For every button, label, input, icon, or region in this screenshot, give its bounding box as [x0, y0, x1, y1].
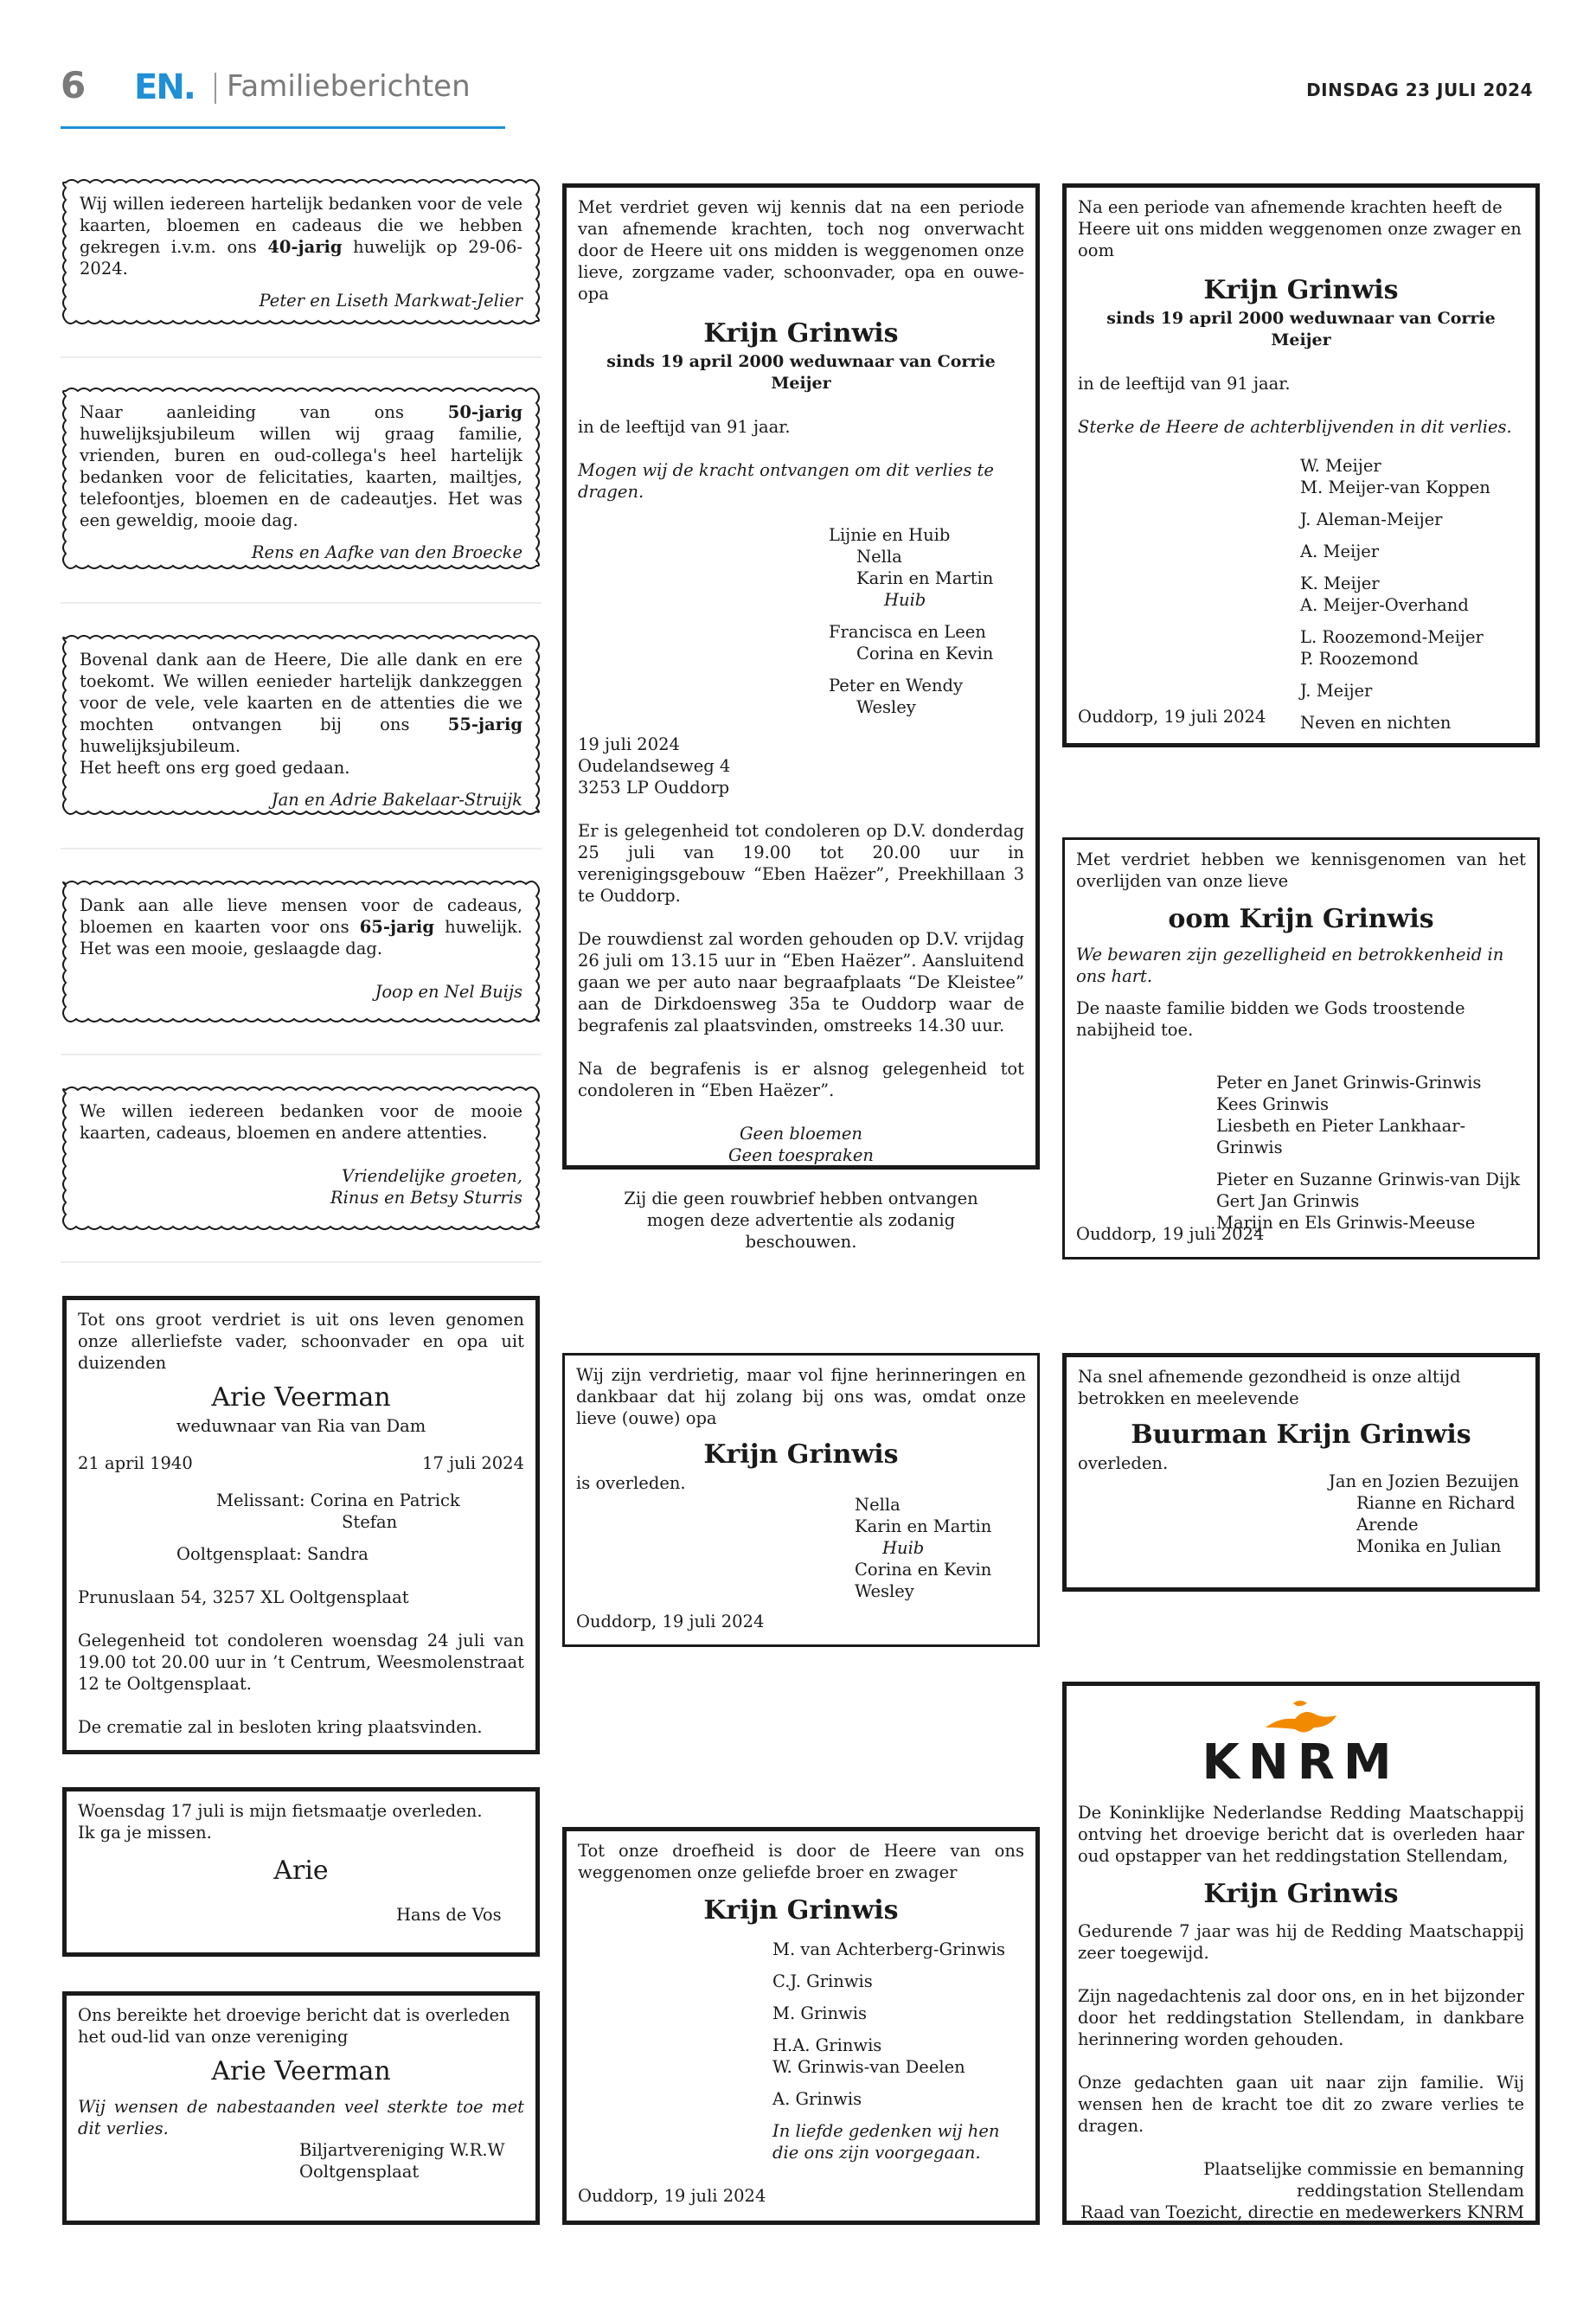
death-statement: overleden.: [1078, 1453, 1169, 1473]
relative-name: K. Meijer: [1300, 574, 1380, 593]
family-list: [78, 1490, 524, 1533]
family-list: [578, 524, 1024, 718]
relatives-list: [1076, 1072, 1526, 1234]
family-name: Wesley: [856, 697, 916, 717]
relative-name: M. van Achterberg-Grinwis: [772, 1939, 1006, 1959]
page-header: [0, 0, 1596, 138]
relative-name: Peter en Janet Grinwis-Grinwis: [1216, 1073, 1482, 1093]
no-flowers: Geen bloemen: [739, 1124, 862, 1144]
neighbor-name: Rianne en Richard: [1356, 1493, 1516, 1513]
death-notice-siblings: [562, 1827, 1040, 2225]
relative-name: P. Roozemond: [1300, 649, 1419, 669]
deceased-age: in de leeftijd van 91 jaar.: [578, 417, 791, 437]
no-speeches: Geen toespraken: [728, 1145, 874, 1165]
neighbor-name: Monika en Julian: [1356, 1536, 1502, 1556]
notice-quote: We bewaren zijn gezelligheid en betrokkenheid in ons hart.: [1076, 945, 1504, 986]
thanks-notice-2: [62, 388, 540, 569]
deceased-name: Krijn Grinwis: [1203, 275, 1399, 305]
family-name: Stefan: [342, 1512, 398, 1532]
notice-intro: Na snel afnemende gezondheid is onze altijd betrokken en meelevende: [1078, 1367, 1461, 1408]
thanks-text: We willen iedereen bedanken voor de mooie kaarten, cadeaus, bloemen en andere attenties.: [80, 1101, 522, 1143]
thanks-signature: Jan en Adrie Bakelaar-Struijk: [271, 790, 522, 810]
notice-intro: Na een periode van afnemende krachten heeft de Heere uit ons midden weggenomen onze zwager en oom: [1078, 197, 1522, 260]
condolence-info: Er is gelegenheid tot condoleren op D.V. donderdag 25 juli van 19.00 tot 20.00 uur in verenigingsgebouw “Eben Haëzer”, Preekhillaan 3 te Ouddorp.: [578, 821, 1024, 906]
section-title: Familieberichten: [227, 69, 471, 104]
thanks-notice-5: [62, 1086, 540, 1230]
deceased-name: Arie Veerman: [211, 2056, 391, 2086]
divider: [61, 848, 542, 849]
death-notice-grandchildren: [562, 1353, 1040, 1647]
thanks-notice-4: [62, 881, 540, 1022]
notice-place-date: Ouddorp, 19 juli 2024: [1078, 707, 1266, 727]
deceased-age: in de leeftijd van 91 jaar.: [1078, 374, 1291, 394]
divider: [61, 356, 542, 358]
notice-place-date: Ouddorp, 19 juli 2024: [576, 1612, 765, 1631]
notice-intro: Met verdriet hebben we kennisgenomen van het overlijden van onze lieve: [1076, 849, 1526, 891]
relative-name: M. Grinwis: [772, 2003, 867, 2023]
relative-name: Corina en Kevin: [855, 1560, 992, 1580]
thanks-signature: Peter en Liseth Markwat-Jelier: [259, 291, 522, 311]
relative-name: L. Roozemond-Meijer: [1300, 627, 1484, 647]
notice-intro: Tot ons groot verdriet is uit ons leven genomen onze allerliefste vader, schoonvader en opa uit duizenden: [78, 1310, 524, 1373]
signature-line-3: Raad van Toezicht, directie en medewerkers KNRM: [1080, 2202, 1524, 2222]
notice-disclaimer: Zij die geen rouwbrief hebben ontvangen mogen deze advertentie als zodanig beschouwen.: [624, 1189, 978, 1252]
signature-line-1: Plaatselijke commissie en bemanning: [1203, 2159, 1524, 2179]
siblings-list: [578, 1939, 1024, 2163]
thanks-text-2: Het heeft ons erg goed gedaan.: [80, 758, 350, 778]
relative-name: Kees Grinwis: [1216, 1094, 1329, 1114]
relative-name: J. Meijer: [1300, 681, 1373, 701]
header-divider: [215, 73, 216, 104]
death-notice-veerman: [62, 1296, 540, 1754]
relative-name: Neven en nichten: [1300, 713, 1452, 733]
grandchildren-list: [576, 1494, 1026, 1602]
relative-name: W. Meijer: [1300, 456, 1381, 476]
relative-name: Nella: [855, 1495, 901, 1515]
thanks-signature: Vriendelijke groeten,: [341, 1166, 522, 1186]
notice-address: Oudelandseweg 4: [578, 756, 731, 776]
notice-quote: Mogen wij de kracht ontvangen om dit verlies te dragen.: [578, 460, 994, 502]
relative-name: A. Meijer: [1300, 542, 1380, 561]
notice-paragraph-3: Onze gedachten gaan uit naar zijn familie. Wij wensen hen de kracht toe dit zo zware verlies te dragen.: [1078, 2073, 1524, 2136]
deceased-subtitle: weduwnaar van Ria van Dam: [176, 1416, 426, 1436]
thanks-text: Dank aan alle lieve mensen voor de cadeaus, bloemen en kaarten voor ons 65-jarig huwelijk. Het was een mooie, geslaagde dag.: [80, 895, 522, 958]
brand-logo: EN.: [134, 67, 195, 107]
thanks-notice-1: [62, 179, 540, 324]
family-name: Francisca en Leen: [829, 622, 986, 642]
notice-paragraph-1: Gedurende 7 jaar was hij de Redding Maatschappij zeer toegewijd.: [1078, 1921, 1524, 1963]
page-number: 6: [61, 64, 87, 106]
divider: [61, 1054, 542, 1055]
cremation-info: De crematie zal in besloten kring plaatsvinden.: [78, 1717, 483, 1737]
notice-text: De naaste familie bidden we Gods troostende nabijheid toe.: [1076, 998, 1465, 1040]
relative-name: A. Meijer-Overhand: [1300, 595, 1469, 615]
relative-name: Marijn en Els Grinwis-Meeuse: [1216, 1213, 1476, 1233]
relative-name: W. Grinwis-van Deelen: [772, 2057, 965, 2077]
notice-quote: In liefde gedenken wij hen die ons zijn voorgegaan.: [772, 2121, 1000, 2163]
life-dates: [78, 1452, 524, 1474]
family-name: Melissant: Corina en Patrick: [216, 1490, 460, 1510]
thanks-notice-3: [62, 635, 540, 815]
divider: [61, 1261, 542, 1263]
notice-date: 19 juli 2024: [578, 734, 680, 754]
relative-name: J. Aleman-Meijer: [1300, 510, 1443, 529]
after-funeral-info: Na de begrafenis is er alsnog gelegenheid tot condoleren in “Eben Haëzer”.: [578, 1059, 1024, 1100]
deceased-subtitle: sinds 19 april 2000 weduwnaar van Corrie Meijer: [606, 352, 996, 393]
thanks-signature-2: Rinus en Betsy Sturris: [330, 1188, 522, 1208]
notice-place-date: Ouddorp, 19 juli 2024: [578, 2186, 766, 2206]
header-underline: [61, 126, 505, 129]
deceased-name: Arie: [273, 1856, 329, 1886]
family-name: Corina en Kevin: [856, 644, 994, 663]
thanks-text: Naar aanleiding van ons 50-jarig huwelijksjubileum willen wij graag familie, vrienden, buren en oud-collega's heel hartelijk bedanken voor de felicitaties, kaarten, mailtjes, telefoontjes, bloemen en de cadeautjes. Het was een geweldig, mooie dag.: [80, 402, 522, 530]
notice-paragraph-2: Zijn nagedachtenis zal door ons, en in het bijzonder door het reddingstation Stellendam, in dankbare herinnering worden gehouden.: [1078, 1986, 1524, 2049]
thanks-text: Bovenal dank aan de Heere, Die alle dank en ere toekomt. We willen eenieder hartelijk dankzeggen voor de vele, vele kaarten en de attenties die we mochten ontvangen bij ons 55-jarig huwelijksjubileum.: [80, 650, 522, 756]
family-name: Peter en Wendy: [829, 676, 964, 695]
deceased-name: Krijn Grinwis: [703, 1895, 899, 1926]
death-notice-nephews: [1062, 837, 1540, 1259]
relative-name: Liesbeth en Pieter Lankhaar-Grinwis: [1216, 1116, 1466, 1157]
issue-date: DINSDAG 23 JULI 2024: [1306, 80, 1533, 100]
neighbor-name: Arende: [1356, 1515, 1419, 1535]
notice-intro: Met verdriet geven wij kennis dat na een periode van afnemende krachten, toch nog onverwacht door de Heere uit ons midden is weggenomen onze lieve, zorgzame vader, schoonvader, opa en ouwe-opa: [578, 197, 1024, 304]
thanks-text: Wij willen iedereen hartelijk bedanken voor de vele kaarten, bloemen en cadeaus die we hebben gekregen i.v.m. ons 40-jarig huwelijk op 29-06-2024.: [80, 194, 522, 279]
death-notice-billiards-club: [62, 1991, 540, 2225]
deceased-name: Arie Veerman: [211, 1382, 391, 1413]
family-name: Ooltgensplaat: Sandra: [176, 1544, 369, 1564]
thanks-signature: Rens en Aafke van den Broecke: [251, 542, 522, 562]
notice-intro: Wij zijn verdrietig, maar vol fijne herinneringen en dankbaar dat hij zolang bij ons was, omdat onze lieve (ouwe) opa: [576, 1365, 1026, 1428]
relatives-list: [1078, 455, 1524, 734]
death-notice-knrm: [1062, 1682, 1540, 2225]
relative-name: Gert Jan Grinwis: [1216, 1191, 1360, 1211]
family-name: Nella: [856, 547, 902, 567]
deceased-name: Krijn Grinwis: [703, 318, 899, 349]
notice-address: Prunuslaan 54, 3257 XL Ooltgensplaat: [78, 1587, 409, 1607]
birth-date: 21 april 1940: [78, 1453, 193, 1473]
deceased-name: Buurman Krijn Grinwis: [1131, 1420, 1471, 1450]
notice-intro: Ons bereikte het droevige bericht dat is overleden het oud-lid van onze vereniging: [78, 2005, 510, 2047]
family-name: Lijnie en Huib: [829, 525, 951, 545]
death-date: 17 juli 2024: [422, 1453, 524, 1473]
neighbor-name: Jan en Jozien Bezuijen: [1329, 1471, 1519, 1491]
relative-name: Wesley: [855, 1581, 914, 1601]
relative-name: H.A. Grinwis: [772, 2035, 882, 2055]
signature-line-2: reddingstation Stellendam: [1296, 2181, 1524, 2201]
notice-intro-2: Ik ga je missen.: [78, 1823, 212, 1843]
death-notice-inlaws: [1062, 183, 1540, 747]
relative-name: Huib: [882, 1538, 925, 1558]
club-name: Biljartvereniging W.R.W: [299, 2140, 505, 2160]
notice-quote: Wij wensen de nabestaanden veel sterkte toe met dit verlies.: [78, 2097, 524, 2138]
thanks-signature: Joop en Nel Buijs: [375, 982, 522, 1002]
death-statement: is overleden.: [576, 1473, 686, 1493]
notice-intro: Tot onze droefheid is door de Heere van ons weggenomen onze geliefde broer en zwager: [578, 1841, 1024, 1882]
death-notice-family: [562, 183, 1040, 1252]
death-notice-cycling-friend: [62, 1787, 540, 1957]
club-signature: [78, 2139, 524, 2182]
notice-signature: Hans de Vos: [396, 1905, 502, 1925]
notice-intro: Woensdag 17 juli is mijn fietsmaatje overleden.: [78, 1801, 483, 1821]
relative-name: Karin en Martin: [855, 1516, 992, 1536]
death-notice-neighbor: [1062, 1353, 1540, 1592]
relative-name: Pieter en Suzanne Grinwis-van Dijk: [1216, 1170, 1521, 1189]
condolence-info: Gelegenheid tot condoleren woensdag 24 juli van 19.00 tot 20.00 uur in ’t Centrum, Weesmolenstraat 12 te Ooltgensplaat.: [78, 1631, 524, 1694]
relative-name: M. Meijer-van Koppen: [1300, 478, 1490, 497]
deceased-name: oom Krijn Grinwis: [1168, 904, 1434, 934]
neighbors-list: [1078, 1471, 1524, 1557]
divider: [61, 602, 542, 604]
deceased-name: Krijn Grinwis: [703, 1439, 899, 1470]
notice-postal: 3253 LP Ouddorp: [578, 778, 730, 798]
notice-intro: De Koninklijke Nederlandse Redding Maatschappij ontving het droevige bericht dat is overleden haar oud opstapper van het reddingstation Stellendam,: [1078, 1803, 1524, 1866]
relative-name: C.J. Grinwis: [772, 1971, 873, 1991]
relative-name: A. Grinwis: [772, 2089, 862, 2109]
deceased-name: Krijn Grinwis: [1203, 1879, 1399, 1909]
notice-quote: Sterke de Heere de achterblijvenden in dit verlies.: [1078, 417, 1512, 437]
deceased-subtitle: sinds 19 april 2000 weduwnaar van Corrie Meijer: [1106, 309, 1496, 349]
family-name: Karin en Martin: [856, 568, 994, 588]
notice-place-date: Ouddorp, 19 juli 2024: [1076, 1224, 1265, 1244]
funeral-service-info: De rouwdienst zal worden gehouden op D.V. vrijdag 26 juli om 13.15 uur in “Eben Haëzer”. Aansluitend gaan we per auto naar begraafplaats “De Kleistee” aan de Dirkdoensweg 35a te Ouddorp waar de begrafenis zal plaatsvinden, omstreeks 14.30 uur.: [578, 929, 1024, 1035]
knrm-logo-text: KNRM: [1202, 1734, 1401, 1791]
club-location: Ooltgensplaat: [299, 2162, 420, 2182]
family-name: Huib: [884, 590, 926, 610]
